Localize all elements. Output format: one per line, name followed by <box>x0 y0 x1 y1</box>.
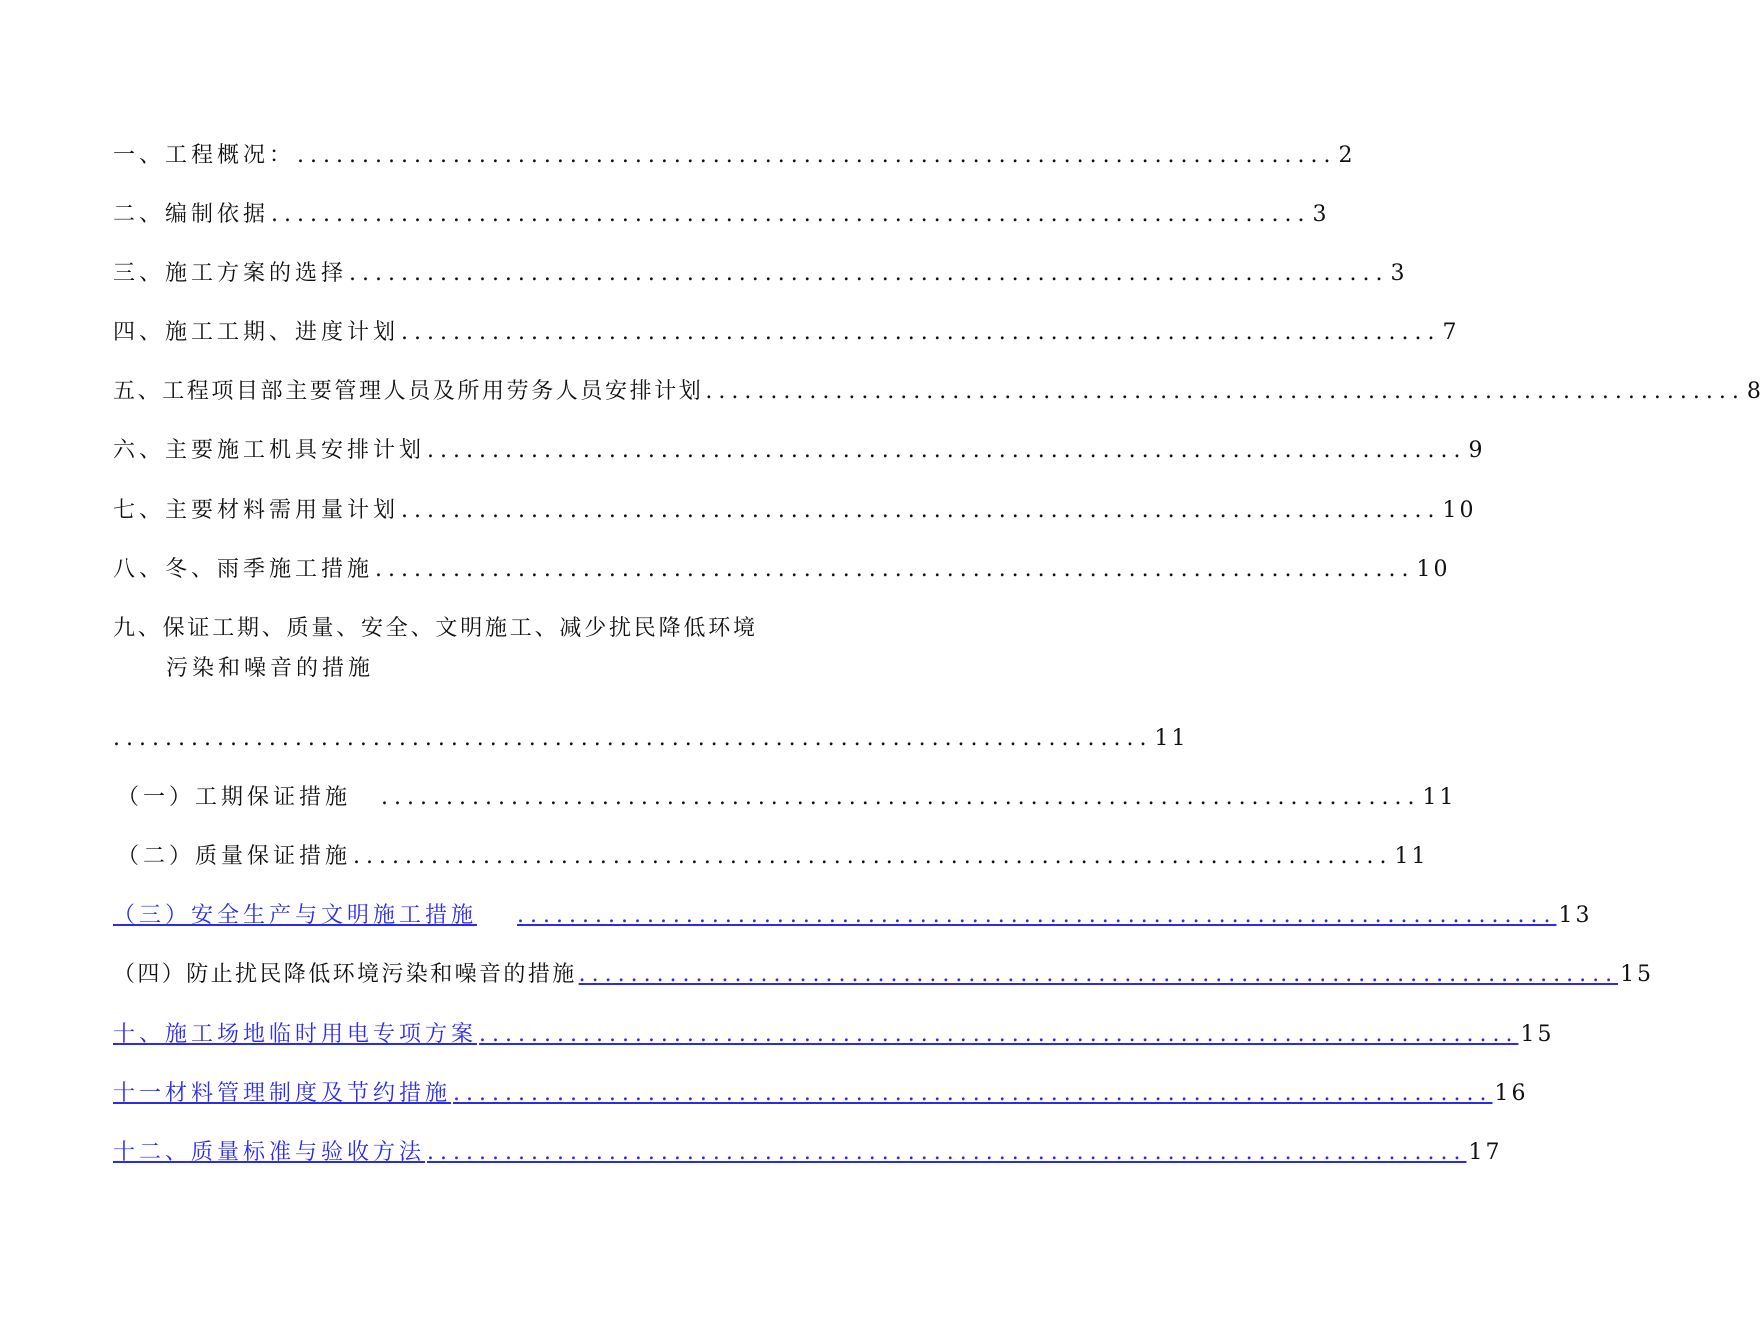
toc-page-number: 11 <box>1154 726 1189 751</box>
toc-entry-6[interactable] <box>113 425 1486 465</box>
toc-page-number: 11 <box>1394 844 1429 869</box>
toc-page-number: 7 <box>1442 320 1460 345</box>
toc-entry-9-1[interactable] <box>113 772 1457 812</box>
toc-leader-dots: ................................................................................ <box>705 379 1745 404</box>
toc-page-number: 11 <box>1422 785 1457 810</box>
toc-entry-label: （一）工期保证措施 <box>117 785 352 810</box>
toc-leader-dots: ................................................................................ <box>578 962 1619 987</box>
toc-leader-dots: ................................................................................ <box>381 785 1421 810</box>
toc-page-number: 15 <box>1520 1022 1555 1047</box>
toc-entry-label: 七、主要材料需用量计划 <box>113 498 400 523</box>
toc-entry-9-page-line[interactable] <box>113 713 1189 753</box>
toc-entry-12-link[interactable] <box>113 1127 1503 1167</box>
toc-leader-dots: ................................................................................ <box>517 903 1557 928</box>
toc-entry-label: 四、施工工期、进度计划 <box>113 320 400 345</box>
toc-entry-label: （二）质量保证措施 <box>117 844 352 869</box>
toc-entry-5[interactable] <box>113 366 1764 406</box>
toc-leader-dots: ................................................................................ <box>401 498 1441 523</box>
toc-entry-label: 一、工程概况： <box>113 143 296 168</box>
toc-page-number: 8 <box>1746 379 1764 404</box>
toc-leader-dots: ................................................................................ <box>401 320 1441 345</box>
toc-page-number: 10 <box>1442 498 1477 523</box>
toc-entry-label: （四）防止扰民降低环境污染和噪音的措施 <box>113 962 577 987</box>
toc-entry-7[interactable] <box>113 485 1477 525</box>
toc-leader-dots: ................................................................................ <box>453 1081 1493 1106</box>
toc-page-number: 2 <box>1338 143 1356 168</box>
toc-entry-label: 十一材料管理制度及节约措施 <box>113 1081 452 1106</box>
toc-entry-label: 五、工程项目部主要管理人员及所用劳务人员安排计划 <box>113 379 704 404</box>
toc-page-number: 16 <box>1494 1081 1529 1106</box>
toc-entry-9-3-link[interactable] <box>113 890 1593 930</box>
toc-entry-11-link[interactable] <box>113 1068 1529 1108</box>
toc-entry-3[interactable] <box>113 248 1408 288</box>
toc-entry-2[interactable] <box>113 189 1330 229</box>
toc-entry-label: 六、主要施工机具安排计划 <box>113 438 426 463</box>
toc-page-number: 9 <box>1468 438 1486 463</box>
toc-leader-dots: ................................................................................ <box>427 438 1467 463</box>
toc-leader-dots: ................................................................................ <box>349 261 1389 286</box>
toc-page-number: 13 <box>1558 903 1593 928</box>
toc-entry-1[interactable] <box>113 130 1356 170</box>
toc-leader-dots: ................................................................................ <box>479 1022 1519 1047</box>
toc-entry-label: 三、施工方案的选择 <box>113 261 348 286</box>
toc-page-number: 17 <box>1468 1140 1503 1165</box>
toc-entry-label: 八、冬、雨季施工措施 <box>113 557 374 582</box>
toc-leader-dots: ................................................................................ <box>353 844 1393 869</box>
toc-page-number: 3 <box>1312 202 1330 227</box>
toc-entry-10-link[interactable] <box>113 1009 1555 1049</box>
toc-entry-8[interactable] <box>113 544 1451 584</box>
toc-page-number: 15 <box>1620 962 1655 987</box>
toc-leader-dots: ................................................................................ <box>375 557 1415 582</box>
toc-entry-label: 十、施工场地临时用电专项方案 <box>113 1022 478 1047</box>
toc-entry-9-4[interactable] <box>113 949 1655 989</box>
toc-page-number: 3 <box>1390 261 1408 286</box>
toc-entry-9[interactable] <box>113 603 777 643</box>
toc-leader-dots: ................................................................................ <box>427 1140 1467 1165</box>
toc-entry-label: 十二、质量标准与验收方法 <box>113 1140 426 1165</box>
toc-leader-dots: ................................................................................ <box>297 143 1337 168</box>
toc-page-number: 10 <box>1416 557 1451 582</box>
toc-entry-9-continuation: 污染和噪音的措施 <box>166 656 375 681</box>
toc-entry-label: （三）安全生产与文明施工措施 <box>113 903 478 928</box>
toc-entry-9-2[interactable] <box>113 831 1429 871</box>
toc-leader-dots: ................................................................................ <box>271 202 1311 227</box>
toc-leader-dots: ................................................................................ <box>113 726 1153 751</box>
toc-entry-label: 二、编制依据 <box>113 202 270 227</box>
toc-entry-4[interactable] <box>113 307 1460 347</box>
toc-entry-label: 九、保证工期、质量、安全、文明施工、减少扰民降低环境 <box>113 616 758 641</box>
